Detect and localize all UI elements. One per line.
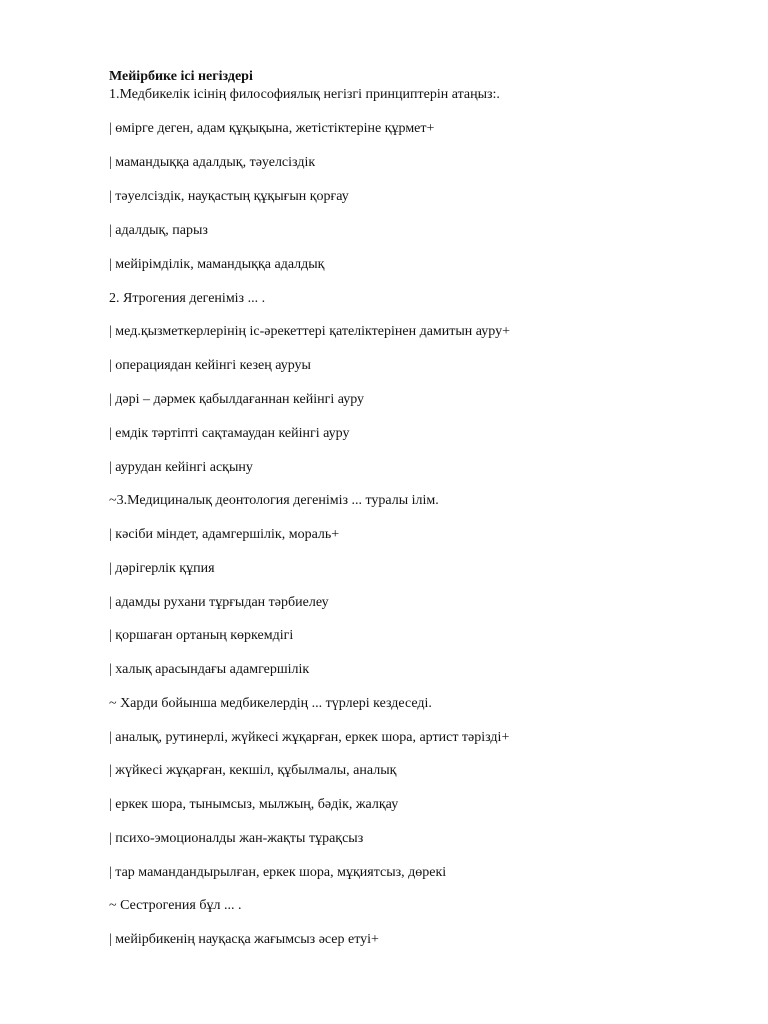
answer-option: | аурудан кейінгі асқыну [109,460,253,475]
answer-option: | жүйкесі жұқарған, кекшіл, құбылмалы, аналық [109,763,397,778]
answer-option: | өмірге деген, адам құқықына, жетістіктеріне құрмет+ [109,121,435,136]
answer-option: | қоршаған ортаның көркемдігі [109,628,294,643]
answer-option: | мед.қызметкерлерінің іс-әрекеттері қателіктерінен дамитын ауру+ [109,324,511,339]
answer-option: | мейірімділік, мамандыққа адалдық [109,257,325,272]
answer-option: | мейірбикенің науқасқа жағымсыз әсер етуі+ [109,932,379,947]
answer-option: | адалдық, парыз [109,223,208,238]
answer-option: | тәуелсіздік, науқастың құқығын қорғау [109,189,349,204]
answer-option: | адамды рухани тұрғыдан тәрбиелеу [109,595,329,610]
answer-option: | психо-эмоционалды жан-жақты тұрақсыз [109,831,364,846]
answer-option: | емдік тәртіпті сақтамаудан кейінгі ауру [109,426,350,441]
question-line: ~ Сестрогения бұл ... . [109,898,242,913]
question-line: 1.Медбикелік ісінің философиялық негізгі принциптерін атаңыз:. [109,87,500,102]
answer-option: | дәрігерлік құпия [109,561,215,576]
question-line: 2. Ятрогения дегеніміз ... . [109,291,266,306]
answer-option: | еркек шора, тынымсыз, мылжың, бәдік, жалқау [109,797,399,812]
answer-option: | аналық, рутинерлі, жүйкесі жұқарған, еркек шора, артист тәрізді+ [109,730,510,745]
answer-option: | операциядан кейінгі кезең ауруы [109,358,311,373]
document-title: Мейірбике ісі негіздері [109,69,253,84]
answer-option: | кәсіби міндет, адамгершілік, мораль+ [109,527,340,542]
answer-option: | халық арасындағы адамгершілік [109,662,310,677]
answer-option: | дәрі – дәрмек қабылдағаннан кейінгі ауру [109,392,365,407]
question-line: ~3.Медициналық деонтология дегеніміз ... туралы ілім. [109,493,439,508]
question-line: ~ Харди бойынша медбикелердің ... түрлері кездеседі. [109,696,432,711]
answer-option: | мамандыққа адалдық, тәуелсіздік [109,155,316,170]
answer-option: | тар мамандандырылған, еркек шора, мұқиятсыз, дөрекі [109,865,447,880]
